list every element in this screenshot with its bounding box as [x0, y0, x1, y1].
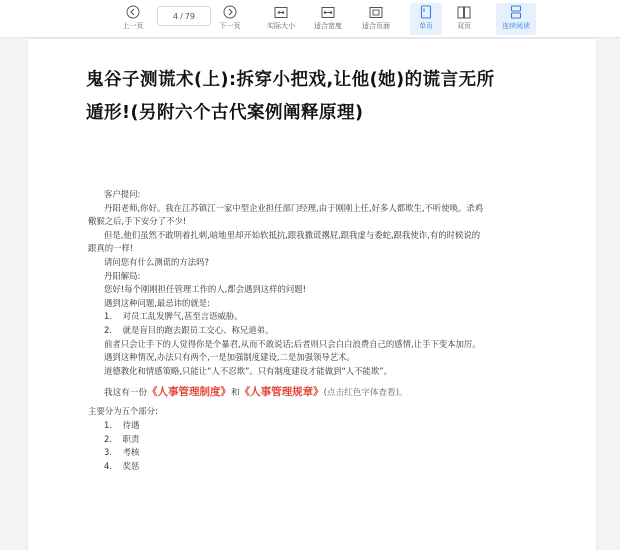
fit-width-button[interactable]	[303, 3, 353, 35]
fit-page-icon	[368, 4, 384, 20]
continuous-read-icon	[508, 4, 524, 20]
next-page-button[interactable]	[205, 3, 255, 35]
arrow-right-circle-icon	[222, 4, 238, 20]
list-item	[88, 310, 488, 324]
list-item	[88, 433, 488, 447]
paragraph: 遇到这种问题,最忌讳的就是:	[104, 297, 210, 308]
paragraph: 您好!每个刚刚担任管理工作的人,都会遇到这样的问题!	[104, 284, 307, 295]
arrow-left-circle-icon	[125, 4, 141, 20]
list-text: 就是盲目的跑去跟员工交心、称兄道弟。	[122, 324, 274, 335]
next-page-label: 下一页	[219, 22, 241, 30]
page-total: 79	[184, 11, 195, 21]
list-item	[88, 446, 488, 460]
list-text: 待遇	[122, 419, 140, 430]
fit-width-label: 适合宽度	[314, 22, 342, 30]
double-page-label: 双页	[457, 22, 471, 30]
parts-intro: 主要分为五个部分:	[88, 406, 158, 417]
list-text: 对员工乱发脾气,甚至言语威胁。	[122, 311, 243, 322]
document-body	[88, 188, 488, 473]
document-title: 鬼谷子测谎术(上):拆穿小把戏,让他(她)的谎言无所遁形!(另附六个古代案例阐释原理)	[86, 70, 495, 123]
actual-size-label: 实际大小	[267, 22, 295, 30]
continuous-read-button[interactable]	[496, 3, 536, 35]
cta-suffix: (点击红色字体查看)。	[323, 388, 408, 399]
list-text: 奖惩	[122, 460, 140, 471]
list-number: 3.	[104, 447, 112, 458]
list-item	[88, 324, 488, 338]
paragraph: 丹阳解局:	[104, 270, 141, 281]
single-page-button[interactable]	[410, 3, 442, 35]
single-page-icon	[418, 4, 434, 20]
page-separator: /	[180, 11, 183, 21]
list-number: 1.	[104, 311, 112, 322]
reader-toolbar	[0, 0, 620, 38]
paragraph: 但是,他们虽然不敢明着扎刺,暗地里却开始软抵抗,跟我撒谎撂屁,跟我虚与委蛇,跟我使诈,有的时候说的跟真的一样!	[88, 229, 481, 254]
list-number: 2.	[104, 433, 112, 444]
list-number: 1.	[104, 419, 112, 430]
list-item	[88, 460, 488, 474]
list-number: 4.	[104, 460, 112, 471]
paragraph: 请问您有什么测谎的方法吗?	[104, 256, 209, 267]
hr-system-link[interactable]: 《人事管理制度》	[146, 386, 231, 399]
hr-rules-link[interactable]: 《人事管理规章》	[239, 386, 324, 399]
resource-links-paragraph	[88, 384, 488, 401]
fit-width-icon	[320, 4, 336, 20]
prev-page-button[interactable]	[108, 3, 158, 35]
actual-size-button[interactable]	[256, 3, 306, 35]
list-item	[88, 419, 488, 433]
continuous-read-label: 连续阅读	[502, 22, 530, 30]
actual-size-icon	[273, 4, 289, 20]
paragraph: 遇到这种情况,办法只有两个,一是加强制度建设,二是加强领导艺术。	[104, 352, 355, 363]
list-number: 2.	[104, 324, 112, 335]
paragraph: 前者只会让手下的人觉得你是个暴君,从而不敢说话;后者则只会白白浪费自己的感情,让手下变本加厉。	[104, 338, 481, 349]
list-text: 考核	[122, 447, 140, 458]
paragraph: 客户提问:	[104, 189, 141, 199]
single-page-label: 单页	[419, 22, 433, 30]
fit-page-button[interactable]	[351, 3, 401, 35]
paragraph: 丹阳老师,你好。我在江苏镇江一家中型企业担任部门经理,由于刚刚上任,好多人都欺生,不听使唤。杀鸡儆猴之后,手下安分了不少!	[88, 202, 484, 227]
list-text: 职责	[122, 433, 140, 444]
page-current: 4	[173, 11, 179, 21]
prev-page-label: 上一页	[122, 22, 144, 30]
paragraph: 道德教化和情感策略,只能让“人不忍欺”。只有制度建设才能做到“人不能欺”。	[104, 365, 393, 376]
double-page-icon	[456, 4, 472, 20]
cta-prefix: 我这有一份	[104, 388, 147, 399]
fit-page-label: 适合页面	[362, 22, 390, 30]
double-page-button[interactable]	[448, 3, 480, 35]
cta-mid: 和	[230, 388, 240, 399]
page-number-input[interactable]	[157, 6, 211, 26]
